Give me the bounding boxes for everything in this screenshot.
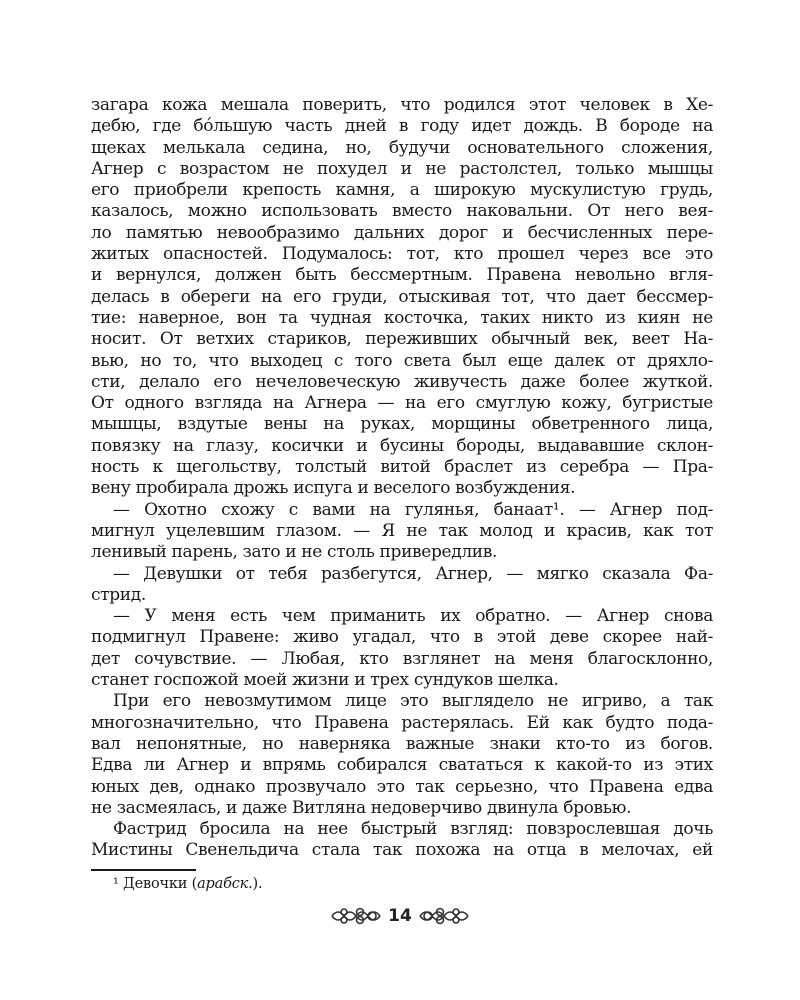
text-line [91,329,713,350]
footnote-text: Девочки ( [123,876,198,892]
body-text [91,95,713,862]
text-line [91,265,713,286]
text-line [91,819,713,840]
footnote-separator [91,869,196,871]
text-line [91,138,713,159]
text-line-content: делась в обереги на его груди, отыскивая тот, что дает бессмер- [91,286,713,307]
text-line-content: При его невозмутимом лице это выглядело не игриво, а так [113,691,713,712]
text-line-content: носит. От ветхих стариков, переживших обычный век, веет На- [91,329,713,350]
text-line-content: сти, делало его нечеловеческую живучесть даже более жуткой. [91,371,713,392]
footnote [113,876,262,892]
text-line-content: ло памятью невообразимо дальних дорог и бесчисленных пере- [91,222,713,243]
text-line-content: мышцы, вздутые вены на руках, морщины обветренного лица, [91,414,713,435]
text-line-content: вью, но то, что выходец с того света был еще далек от дряхло- [91,350,713,371]
text-line [91,542,713,563]
text-line [91,500,713,521]
text-line-content: стрид. [91,584,146,605]
text-line-content: юных дев, однако прозвучало это так серьезно, что Правена едва [91,776,713,797]
text-line-content: дебю, где бóльшую часть дней в году идет дождь. В бороде на [91,116,713,137]
ornament-right-icon [418,906,470,926]
text-line [91,755,713,776]
text-line [91,95,713,116]
text-line [91,457,713,478]
text-line [91,670,713,691]
text-line-content: щеках мелькала седина, но, будучи основательного сложения, [91,137,713,158]
text-line-content: его приобрели крепость камня, а широкую мускулистую грудь, [91,180,713,201]
text-line [91,351,713,372]
text-line [91,180,713,201]
text-line-content: вал непонятные, но наверняка важные знаки кто-то из богов. [91,733,713,754]
text-line-content: вену пробирала дрожь испуга и веселого возбуждения. [91,478,576,499]
text-line [91,734,713,755]
text-line-content: дет сочувствие. — Любая, кто взглянет на меня благосклонно, [91,648,713,669]
text-line [91,159,713,180]
ornament-left-icon [330,906,382,926]
text-line-content: — Девушки от тебя разбегутся, Агнер, — мягко сказала Фа- [113,563,713,584]
text-line [91,223,713,244]
footnote-text-end: ). [252,876,263,892]
text-line [91,393,713,414]
text-line [91,840,713,861]
text-line [91,201,713,222]
page-footer [0,906,800,926]
text-line-content: подмигнул Правене: живо угадал, что в этой деве скорее най- [91,627,713,648]
footnote-mark: ¹ [113,876,119,892]
text-line [91,372,713,393]
footnote-italic: арабск. [197,876,253,892]
text-line-content: и вернулся, должен быть бессмертным. Правена невольно вгля- [91,265,713,286]
text-line [91,777,713,798]
text-line [91,627,713,648]
text-line-content: загара кожа мешала поверить, что родился этот человек в Хе- [91,95,713,115]
text-line-content: повязку на глазу, косички и бусины бороды, выдававшие склон- [91,435,713,456]
page-number: 14 [388,906,412,926]
text-line-content: Фастрид бросила на нее быстрый взгляд: повзрослевшая дочь [113,819,713,840]
text-line [91,691,713,712]
text-line [91,798,713,819]
text-line-content: От одного взгляда на Агнера — на его смуглую кожу, бугристые [91,393,713,414]
text-line [91,606,713,627]
text-line-content: Агнер с возрастом не похудел и не растолстел, только мышцы [91,158,713,179]
text-line-content: ность к щегольству, толстый витой браслет из серебра — Пра- [91,457,713,478]
text-line-content: ленивый парень, зато и не столь привередлив. [91,542,498,563]
text-line-content: Едва ли Агнер и впрямь собирался свататься к какой-то из этих [91,755,713,776]
text-line-content: — У меня есть чем приманить их обратно. — Агнер снова [113,606,713,627]
text-line [91,287,713,308]
text-line [91,414,713,435]
text-line [91,244,713,265]
text-line [91,478,713,499]
text-line-content: Мистины Свенельдича стала так похожа на отца в мелочах, ей [91,840,713,861]
text-line [91,308,713,329]
text-line-content: тие: наверное, вон та чудная косточка, таких никто из киян не [91,307,713,328]
text-line-content: — Охотно схожу с вами на гулянья, банаат¹. — Агнер под- [113,499,713,520]
text-line-content: казалось, можно использовать вместо наковальни. От него вея- [91,201,713,222]
text-line-content: житых опасностей. Подумалось: тот, кто прошел через все это [91,244,713,265]
text-line [91,713,713,734]
text-line [91,116,713,137]
text-line-content: мигнул уцелевшим глазом. — Я не так молод и красив, как тот [91,520,713,541]
text-line [91,585,713,606]
text-line [91,521,713,542]
text-line-content: станет госпожой моей жизни и трех сундуков шелка. [91,670,559,691]
text-line [91,564,713,585]
text-line [91,436,713,457]
text-line [91,649,713,670]
text-line-content: не засмеялась, и даже Витляна недоверчиво двинула бровью. [91,797,632,818]
text-line-content: многозначительно, что Правена растерялась. Ей как будто пода- [91,712,713,733]
